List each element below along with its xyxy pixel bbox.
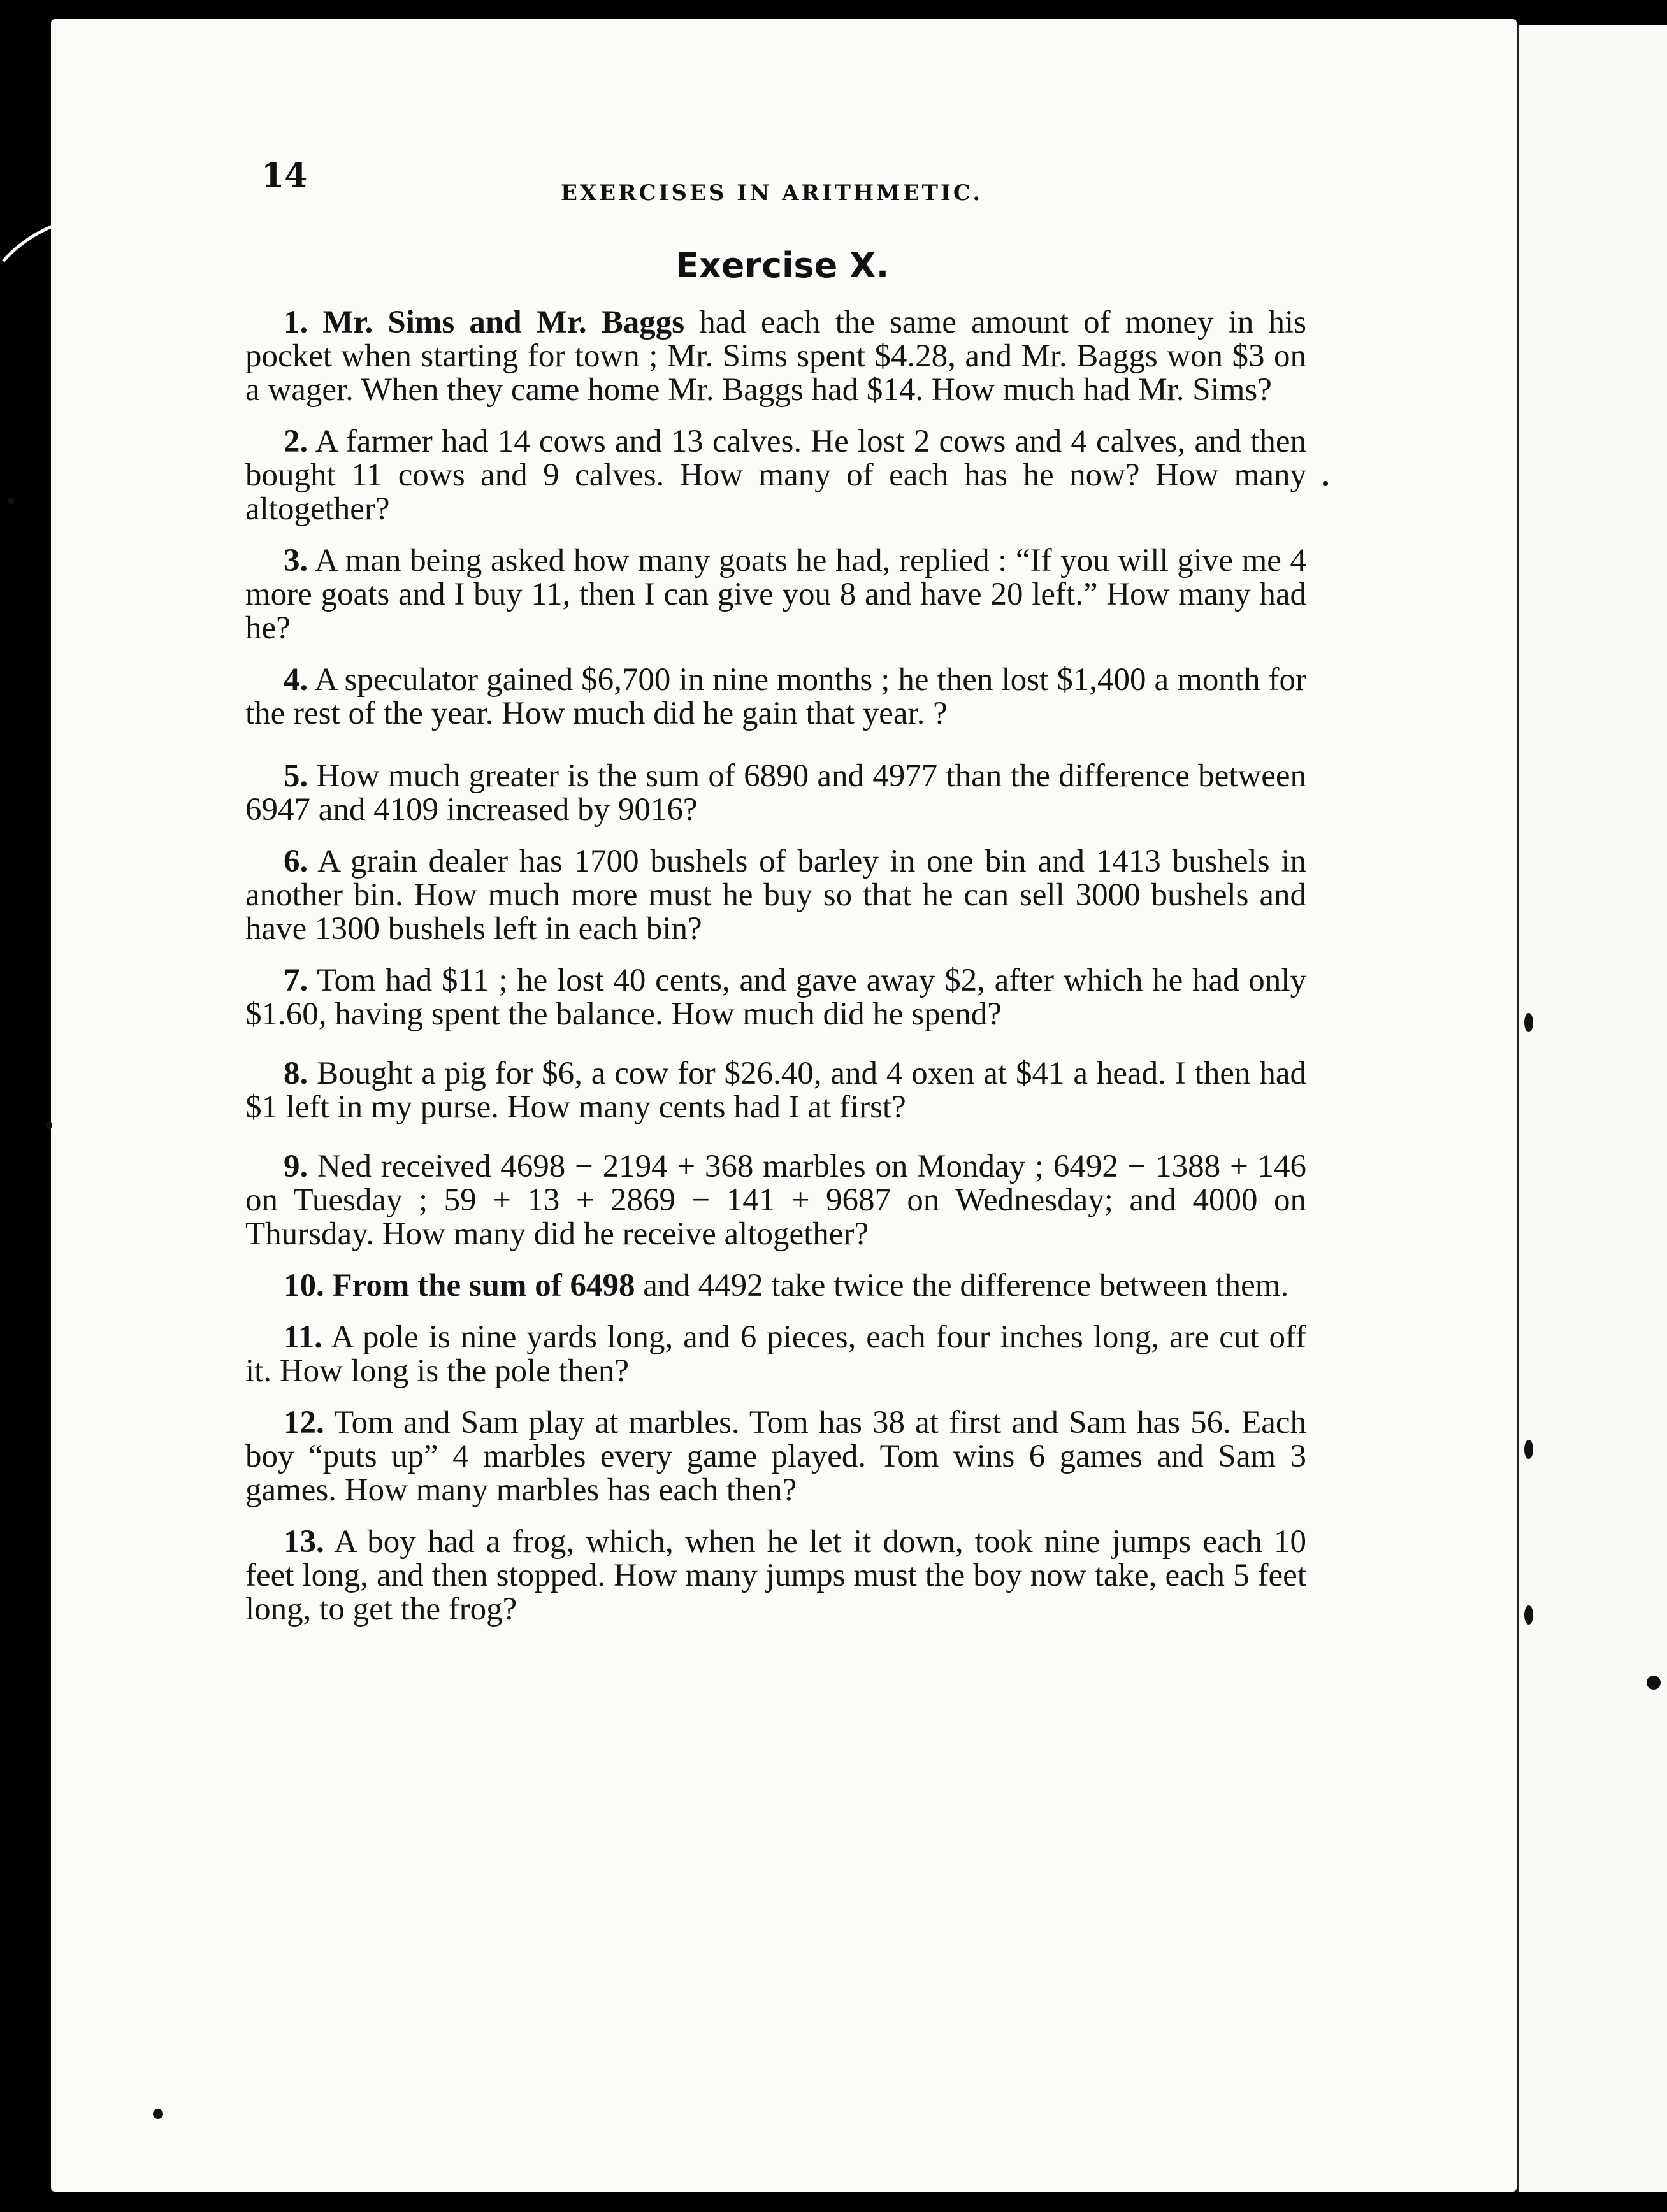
- problem-number: 11.: [284, 1319, 322, 1355]
- ink-speck: [153, 2109, 163, 2119]
- problem-item: [245, 1269, 1306, 1303]
- problem-number: 12.: [284, 1405, 324, 1440]
- problem-text: had each the same amount of money in his pocket when starting for town ; Mr. Sims spent $4.28, and Mr. Baggs won $3 on a wager. When they came home Mr. Baggs had $14. How much had Mr. Sims?: [245, 305, 1307, 408]
- problem-text: A pole is nine yards long, and 6 pieces, each four inches long, are cut off it. How long is the pole then?: [245, 1319, 1306, 1389]
- ink-speck: [46, 1121, 52, 1129]
- problem-item: [245, 845, 1306, 946]
- ink-speck: [1323, 481, 1328, 486]
- page-number: 14: [261, 156, 308, 195]
- problem-number: 13.: [284, 1524, 324, 1560]
- problem-item: [245, 544, 1306, 645]
- problem-number: 9.: [284, 1149, 308, 1184]
- problem-number: 2.: [284, 424, 308, 459]
- binding-mark: [1524, 1440, 1533, 1459]
- problem-number: 8.: [284, 1056, 308, 1091]
- problem-lead: Mr. Sims and Mr. Baggs: [322, 305, 685, 340]
- problem-text: Ned received 4698 − 2194 + 368 marbles on Monday ; 6492 − 1388 + 146 on Tuesday ; 59 + 13 + 2869 − 141 + 9687 on Wednesday; and 4000 on Thursday. How many did he receive altogether?: [245, 1149, 1306, 1252]
- page-header: [261, 156, 1013, 207]
- problem-number: 3.: [284, 543, 308, 578]
- problem-text: A speculator gained $6,700 in nine months ; he then lost $1,400 a month for the rest of the year. How much did he gain that year. ?: [245, 662, 1307, 731]
- running-head: EXERCISES IN ARITHMETIC.: [561, 180, 983, 206]
- problem-number: 10.: [284, 1268, 324, 1304]
- problem-item: [245, 1406, 1306, 1507]
- problem-item: [245, 1525, 1306, 1627]
- problem-number: 7.: [284, 963, 308, 998]
- problem-lead: From the sum of 6498: [332, 1268, 635, 1304]
- adjacent-page-edge: [1517, 25, 1667, 2192]
- ink-speck: [8, 497, 14, 505]
- problem-item: [245, 425, 1306, 526]
- binding-mark: [1524, 1013, 1533, 1032]
- problem-item: [245, 1321, 1306, 1388]
- problem-text: and 4492 take twice the difference between them.: [643, 1268, 1289, 1304]
- problem-text: Tom and Sam play at marbles. Tom has 38 at first and Sam has 56. Each boy “puts up” 4 marbles every game played. Tom wins 6 games and Sam 3 games. How many marbles has each then?: [245, 1405, 1306, 1508]
- problem-item: [245, 964, 1306, 1031]
- binding-mark: [1524, 1605, 1533, 1625]
- problem-text: Bought a pig for $6, a cow for $26.40, and 4 oxen at $41 a head. I then had $1 left in my purse. How many cents had I at first?: [245, 1056, 1306, 1125]
- exercise-title: Exercise X.: [675, 245, 890, 285]
- problem-text: A farmer had 14 cows and 13 calves. He lost 2 cows and 4 calves, and then bought 11 cows and 9 calves. How many of each has he now? How many altogether?: [245, 424, 1307, 527]
- problem-number: 4.: [284, 662, 308, 698]
- problem-item: [245, 1057, 1306, 1124]
- problem-item: [245, 759, 1306, 827]
- problem-item: [245, 306, 1306, 407]
- problem-item: [245, 663, 1306, 731]
- problem-item: [245, 1150, 1306, 1251]
- problem-number: 5.: [284, 758, 308, 794]
- scan-scratch-mark: [0, 210, 76, 287]
- problem-number: 6.: [284, 844, 308, 879]
- problem-text: A grain dealer has 1700 bushels of barley in one bin and 1413 bushels in another bin. How much more must he buy so that he can sell 3000 bushels and have 1300 bushels left in each bin?: [245, 844, 1307, 947]
- problem-text: A man being asked how many goats he had, replied : “If you will give me 4 more goats and I buy 11, then I can give you 8 and have 20 left.” How many had he?: [245, 543, 1306, 646]
- problem-number: 1.: [284, 305, 308, 340]
- problem-list: [245, 306, 1306, 1627]
- ink-spot: [1647, 1676, 1661, 1690]
- problem-text: A boy had a frog, which, when he let it down, took nine jumps each 10 feet long, and then stopped. How many jumps must the boy now take, each 5 feet long, to get the frog?: [245, 1524, 1307, 1627]
- problem-text: Tom had $11 ; he lost 40 cents, and gave away $2, after which he had only $1.60, having spent the balance. How much did he spend?: [245, 963, 1306, 1032]
- problem-text: How much greater is the sum of 6890 and 4977 than the difference between 6947 and 4109 increased by 9016?: [245, 758, 1307, 828]
